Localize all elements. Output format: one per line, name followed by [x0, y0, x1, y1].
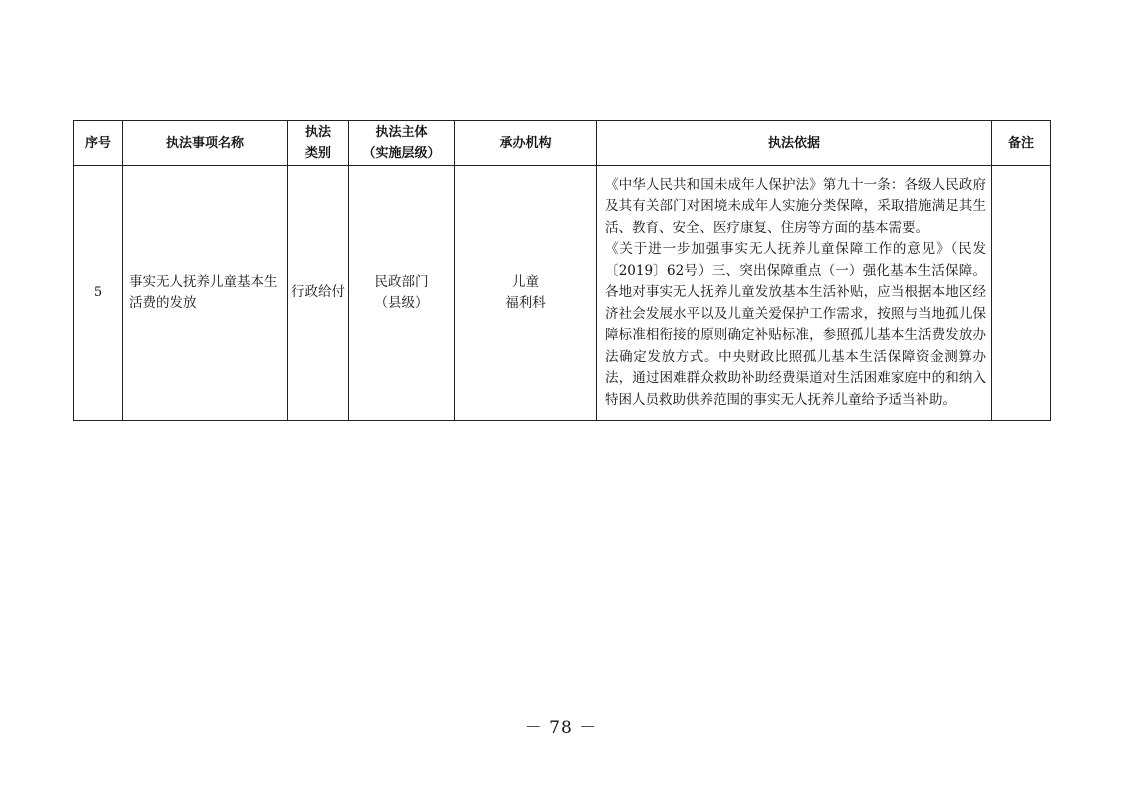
cell-remarks: [992, 166, 1051, 421]
cell-item-name: 事实无人抚养儿童基本生活费的发放: [123, 166, 288, 421]
cell-subject: [349, 166, 455, 421]
header-remarks: 备注: [992, 121, 1051, 166]
basis-paragraph-1: 《中华人民共和国未成年人保护法》第九十一条：各级人民政府及其有关部门对困境未成年人实施分类保障，采取措施满足其生活、教育、安全、医疗康复、住房等方面的基本需要。: [605, 176, 986, 236]
page-number: － 78 －: [524, 718, 598, 738]
cell-category: 行政给付: [288, 166, 349, 421]
cell-seq: 5: [74, 166, 123, 421]
cell-agency-line2: 福利科: [505, 295, 546, 311]
header-subject: [349, 121, 455, 166]
table-header-row: [74, 121, 1051, 166]
header-subject-line1: 执法主体: [375, 125, 428, 140]
header-category: [288, 121, 349, 166]
cell-agency-line1: 儿童: [512, 273, 539, 290]
header-subject-line2: （实施层级）: [362, 146, 441, 161]
header-category-line2: 类别: [304, 146, 331, 161]
header-seq: 序号: [74, 121, 123, 166]
cell-subject-line2: （县级）: [374, 295, 429, 311]
header-agency: 承办机构: [455, 121, 597, 166]
header-category-line1: 执法: [304, 125, 331, 140]
header-item-name: 执法事项名称: [123, 121, 288, 166]
table-row: [74, 166, 1051, 421]
basis-paragraph-2: 《关于进一步加强事实无人抚养儿童保障工作的意见》（民发〔2019〕62号）三、突出保障重点（一）强化基本生活保障。各地对事实无人抚养儿童发放基本生活补贴，应当根据本地区经济社会发展水平以及儿童关爱保护工作需求，按照与当地孤儿保障标准相衔接的原则确定补贴标准，参照孤儿基本生活费发放办法确定发放方式。中央财政比照孤儿基本生活保障资金测算办法，通过困难群众救助补助经费渠道对生活困难家庭中的和纳入特困人员救助供养范围的事实无人抚养儿童给予适当补助。: [605, 241, 986, 408]
cell-agency: [455, 166, 597, 421]
cell-subject-line1: 民政部门: [374, 273, 429, 290]
cell-basis: [597, 166, 992, 421]
header-basis: 执法依据: [597, 121, 992, 166]
law-enforcement-table: [73, 120, 1051, 421]
